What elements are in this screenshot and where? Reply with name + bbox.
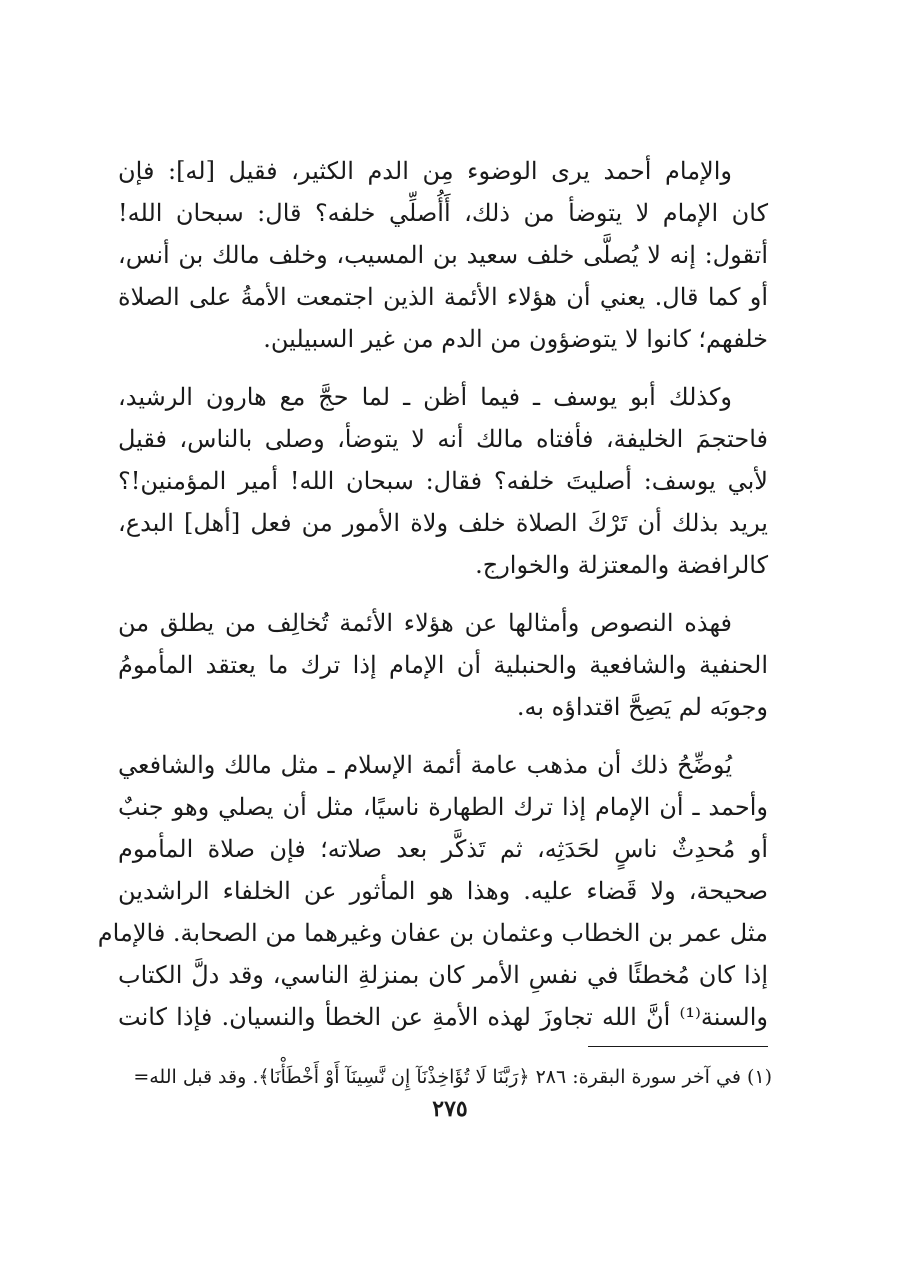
footnote: (١) في آخر سورة البقرة: ٢٨٦ ﴿رَبَّنَا لَا تُؤَاخِذْنَآ إِن نَّسِينَآ أَوْ أَخْطَأْنَا﴾. وقد قبل الله= <box>133 1066 772 1088</box>
text-line: وأحمد ـ أن الإمام إذا ترك الطهارة ناسيًا، مثل أن يصلي وهو جنبٌ <box>118 793 768 821</box>
text-line: وجوبَه لم يَصِحَّ اقتداؤه به. <box>516 693 768 721</box>
text-line: فهذه النصوص وأمثالها عن هؤلاء الأئمة تُخالِف من يطلق من <box>118 609 732 637</box>
text-line: كالرافضة والمعتزلة والخوارج. <box>475 551 768 579</box>
paragraph-2 <box>118 376 768 586</box>
text-line: مثل عمر بن الخطاب وعثمان بن عفان وغيرهما من الصحابة. فالإمام <box>97 919 768 947</box>
text-line: يريد بذلك أن تَرْكَ الصلاة خلف ولاة الأمور من فعل [أهل] البدع، <box>118 509 768 537</box>
body-text <box>97 150 768 1054</box>
text-line: أو كما قال. يعني أن هؤلاء الأئمة الذين اجتمعت الأمةُ على الصلاة <box>118 283 768 311</box>
paragraph-4 <box>97 744 768 1038</box>
text-line: إذا كان مُخطئًا في نفسِ الأمر كان بمنزلةِ الناسي، وقد دلَّ الكتاب <box>118 961 768 989</box>
text-line: الحنفية والشافعية والحنبلية أن الإمام إذا ترك ما يعتقد المأمومُ <box>118 651 768 679</box>
text-line: أتقول: إنه لا يُصلَّى خلف سعيد بن المسيب، وخلف مالك بن أنس، <box>118 241 768 269</box>
footnote-divider <box>588 1046 768 1047</box>
paragraph-3 <box>118 602 768 728</box>
text-line: كان الإمام لا يتوضأ من ذلك، أَأُصلِّي خلفه؟ قال: سبحان الله! <box>118 199 768 227</box>
text-line: أو مُحدِثٌ ناسٍ لحَدَثِه، ثم تَذكَّر بعد صلاته؛ فإن صلاة المأموم <box>118 835 768 863</box>
text-line: لأبي يوسف: أصليتَ خلفه؟ فقال: سبحان الله! أمير المؤمنين!؟ <box>118 467 768 495</box>
text-line: خلفهم؛ كانوا لا يتوضؤون من الدم من غير السبيلين. <box>263 325 768 353</box>
text-line: والإمام أحمد يرى الوضوء مِن الدم الكثير، فقيل [له]: فإن <box>118 157 732 185</box>
text-line: وكذلك أبو يوسف ـ فيما أظن ـ لما حجَّ مع هارون الرشيد، <box>118 383 733 411</box>
text-line: يُوضِّحُ ذلك أن مذهب عامة أئمة الإسلام ـ مثل مالك والشافعي <box>118 751 732 779</box>
text-line: صحيحة، ولا قَضاء عليه. وهذا هو المأثور عن الخلفاء الراشدين <box>118 877 768 905</box>
page-number: ٢٧٥ <box>432 1096 468 1122</box>
text-line: والسنة⁽¹⁾ أنَّ الله تجاوزَ لهذه الأمةِ عن الخطأ والنسيان. فإذا كانت <box>118 1003 768 1031</box>
text-line: فاحتجمَ الخليفة، فأفتاه مالك أنه لا يتوضأ، وصلى بالناس، فقيل <box>118 425 768 453</box>
paragraph-1 <box>118 150 768 360</box>
